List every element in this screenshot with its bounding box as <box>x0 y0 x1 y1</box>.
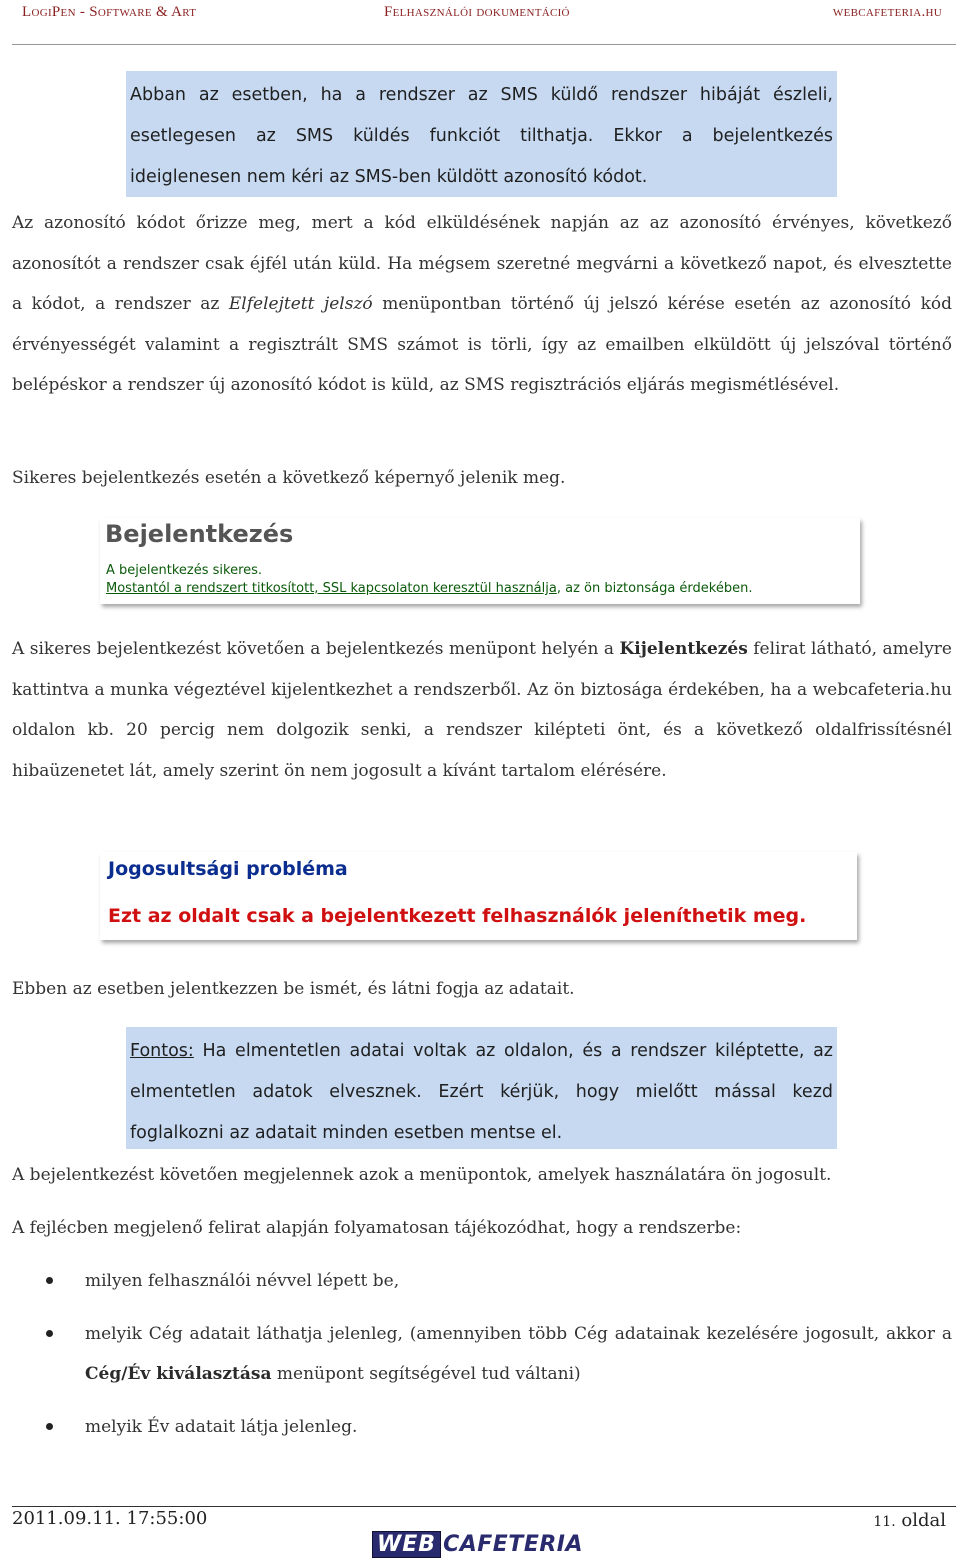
webcafeteria-logo <box>372 1531 583 1559</box>
ssl-message-tail: , az ön biztonsága érdekében. <box>556 581 753 596</box>
list-item-text: milyen felhasználói névvel lépett be, <box>85 1271 400 1291</box>
header-doc-title: Felhasználói dokumentáció <box>384 4 570 20</box>
list-item <box>0 1314 960 1395</box>
login-success-screenshot <box>100 518 860 604</box>
logo-web: WEB <box>372 1531 441 1558</box>
list-item-text: melyik Év adatait látja jelenleg. <box>85 1416 358 1437</box>
relogin-paragraph: Ebben az esetben jelentkezzen be ismét, és látni fogja az adatait. <box>12 979 575 999</box>
page-number-value: 11. <box>873 1514 896 1530</box>
permission-error-message: Ezt az oldalt csak a bejelentkezett felhasználók jeleníthetik meg. <box>108 905 807 927</box>
auth-code-text-after: menüpontban történő új jelszó kérése esetén az azonosító kód érvényességét valamint a regisztrált SMS számot is törli, így az emailben elküldött új jelszóval történő belépéskor a rendszer új azonosító kódot is küld, az SMS regisztrációs eljárás megismétlésével. <box>12 294 952 396</box>
important-callout <box>126 1027 837 1149</box>
login-success-message: A bejelentkezés sikeres. <box>106 563 263 578</box>
permission-error-title: Jogosultsági probléma <box>108 858 348 880</box>
success-intro-paragraph: Sikeres bejelentkezés esetén a következő képernyő jelenik meg. <box>12 468 566 488</box>
bullet-icon <box>46 1277 53 1284</box>
header-info-list <box>0 1261 960 1447</box>
important-text <box>130 1031 833 1154</box>
company-text-before: melyik Cég adatait láthatja jelenleg, (amennyiben több Cég adatainak kezelésére jogosult, akkor a <box>85 1323 952 1344</box>
permission-error-screenshot <box>100 852 857 940</box>
footer-divider <box>12 1506 956 1507</box>
forgot-password-menu-ref: Elfelejtett jelszó <box>228 294 373 315</box>
ssl-message <box>106 581 752 596</box>
bullet-icon <box>46 1330 53 1337</box>
login-success-title: Bejelentkezés <box>105 520 294 548</box>
company-text-after: menüpont segítségével tud váltani) <box>271 1364 581 1385</box>
important-label: Fontos: <box>130 1041 194 1061</box>
page-number <box>873 1510 946 1531</box>
list-item-text <box>85 1314 952 1395</box>
ssl-message-link: Mostantól a rendszert titkosított, SSL kapcsolaton keresztül használja <box>106 581 557 596</box>
menus-paragraph: A bejelentkezést követően megjelennek azok a menüpontok, amelyek használatára ön jogosult. <box>12 1165 832 1185</box>
logout-paragraph <box>12 629 952 791</box>
logout-text-before: A sikeres bejelentkezést követően a bejelentkezés menüpont helyén a <box>12 639 620 659</box>
page-header <box>12 4 948 26</box>
auth-code-text-before: Az azonosító kódot őrizze meg, mert a kód elküldésének napján az az azonosító érvényes, következő azonosítót a rendszer csak éjfél után küld. Ha mégsem szeretné megvárni a következő napot, és elvesztette a kódot, a rendszer az <box>12 213 952 315</box>
logout-menu-ref: Kijelentkezés <box>619 639 748 659</box>
header-site: webcafeteria.hu <box>832 4 942 20</box>
footer-date: 2011.09.11. 17:55:00 <box>12 1508 208 1529</box>
company-year-menu-ref: Cég/Év kiválasztása <box>85 1364 272 1385</box>
list-item <box>0 1261 960 1302</box>
header-company: LogiPen - Software & Art <box>22 4 197 20</box>
sms-error-text: Abban az esetben, ha a rendszer az SMS küldő rendszer hibáját észleli, esetlegesen az SMS küldés funkciót tilthatja. Ekkor a bejelentkezés ideiglenesen nem kéri az SMS-ben küldött azonosító kódot. <box>130 85 833 187</box>
header-divider <box>12 44 956 45</box>
logout-text-after: felirat látható, amelyre kattintva a munka végeztével kijelentkezhet a rendszerből. Az ön biztosága érdekében, ha a webcafeteria.hu oldalon kb. 20 percig nem dolgozik senki, a rendszer kilépteti önt, és a következő oldalfrissítésnél hibaüzenetet lát, amely szerint ön nem jogosult a kívánt tartalom elérésére. <box>12 639 952 781</box>
logo-cafeteria: CAFETERIA <box>443 1532 583 1557</box>
sms-error-callout <box>126 71 837 197</box>
header-info-paragraph: A fejlécben megjelenő felirat alapján folyamatosan tájékozódhat, hogy a rendszerbe: <box>12 1218 742 1238</box>
page-number-word: oldal <box>901 1510 946 1531</box>
auth-code-paragraph <box>12 203 952 406</box>
important-body: Ha elmentetlen adatai voltak az oldalon, és a rendszer kiléptette, az elmentetlen adatok elvesznek. Ezért kérjük, hogy mielőtt mással kezd foglalkozni az adatait minden esetben mentse el. <box>130 1041 833 1143</box>
bullet-icon <box>46 1423 53 1430</box>
list-item <box>0 1407 960 1448</box>
